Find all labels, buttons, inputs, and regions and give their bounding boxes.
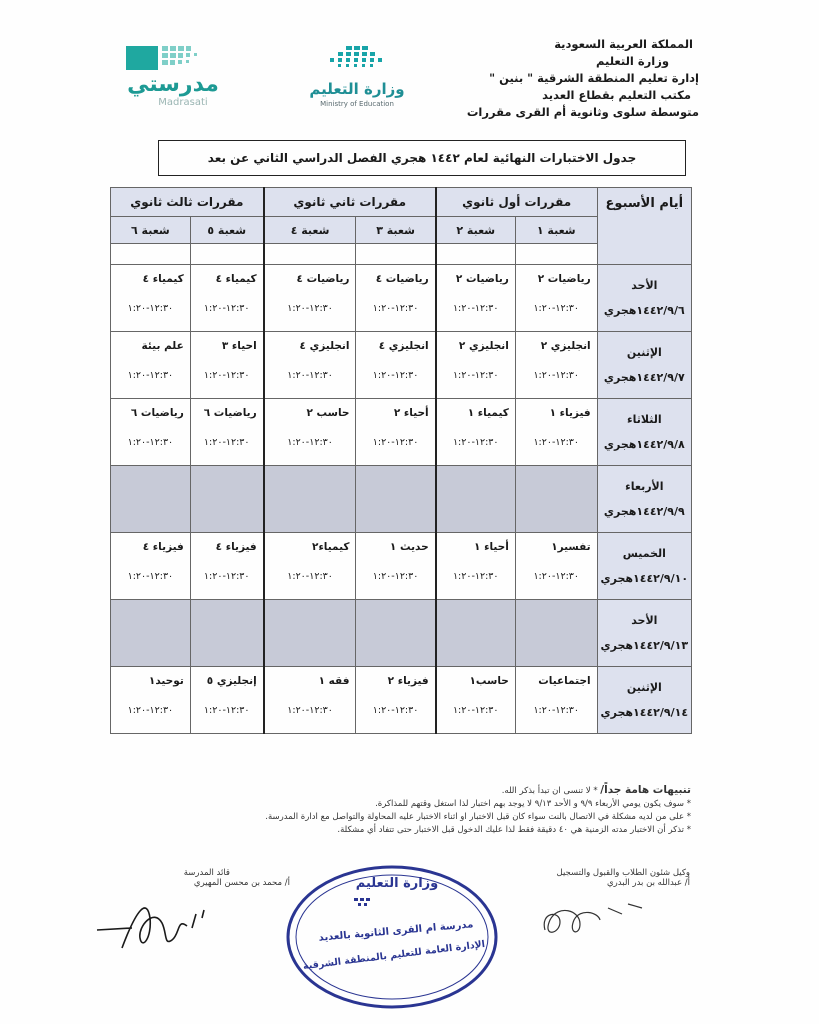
exam-cell (436, 600, 516, 667)
exam-cell (515, 332, 597, 399)
section-header: شعبة ٣ (356, 217, 436, 244)
spacer-cell (356, 244, 436, 265)
day-date: ١٤٤٢/٩/٦هجري (603, 304, 685, 317)
note-item: * تذكر أن الاختبار مدته الزمنية هي ٤٠ دقيقة فقط لذا عليك الدخول قبل الاختبار حتى تتفاد أي مشكلة. (337, 825, 691, 835)
exam-cell (436, 265, 516, 332)
exam-cell (264, 466, 356, 533)
time-label: ١٢:٣٠-١:٢٠ (203, 705, 250, 716)
subject-label: إنجليزي ٥ (206, 675, 257, 687)
exam-cell (515, 265, 597, 332)
subject-label: حاسب١ (469, 675, 509, 687)
day-date: ١٤٤٢/٩/١٤هجري (600, 706, 689, 719)
table-row (111, 533, 692, 600)
exam-cell (111, 399, 191, 466)
day-date: ١٤٤٢/٩/٨هجري (603, 438, 685, 451)
subject-label: اجتماعيات (538, 675, 591, 687)
exam-cell (436, 667, 516, 734)
exam-cell (264, 399, 356, 466)
time-label: ١٢:٣٠-١:٢٠ (203, 571, 250, 582)
day-name: الخميس (622, 547, 666, 560)
exam-cell (515, 667, 597, 734)
time-label: ١٢:٣٠-١:٢٠ (452, 571, 499, 582)
exam-cell (190, 667, 263, 734)
header-line: المملكة العربية السعودية (554, 37, 693, 51)
day-cell (597, 399, 691, 466)
notes-heading: تنبيهات هامة جداً/ (600, 784, 691, 796)
left-signature-block (110, 868, 290, 888)
section-header: شعبة ٤ (264, 217, 356, 244)
left-signature-icon (92, 888, 232, 958)
exam-cell (111, 667, 191, 734)
exam-cell (356, 667, 436, 734)
exam-cell (515, 466, 597, 533)
subject-label: فقه ١ (318, 675, 350, 687)
time-label: ١٢:٣٠-١:٢٠ (533, 370, 580, 381)
page-title (158, 140, 686, 176)
time-label: ١٢:٣٠-١:٢٠ (287, 571, 333, 582)
header-line: متوسطة سلوى وثانوية أم القرى مقررات (466, 105, 699, 119)
header-line: مكتب التعليم بقطاع العديد (542, 88, 691, 102)
time-label: ١٢:٣٠-١:٢٠ (287, 705, 333, 716)
exam-cell (356, 600, 436, 667)
madrasati-logo-arabic: مدرستي (127, 72, 219, 97)
left-signature-title: قائد المدرسة (183, 868, 230, 878)
subject-label: رياضيات ٢ (455, 273, 509, 285)
stamp-top: وزارة التعليم (355, 876, 439, 891)
day-name: الإثنين (626, 681, 662, 694)
time-label: ١٢:٣٠-١:٢٠ (287, 437, 333, 448)
subject-label: انجليزي ٤ (299, 340, 350, 352)
subject-label: كيمياء ١ (467, 407, 509, 419)
exam-cell (190, 265, 263, 332)
section-header: شعبة ٢ (436, 217, 516, 244)
exam-cell (264, 667, 356, 734)
note-item: * سوف يكون يومي الأربعاء ٩/٩ و الأحد ٩/١٣ لا يوجد بهم اختبار لذا استغل وقتهم للمذاكرة. (375, 799, 691, 809)
page-title-text: جدول الاختبارات النهائية لعام ١٤٤٢ هجري الفصل الدراسي الثاني عن بعد (207, 151, 637, 165)
exam-cell (190, 600, 263, 667)
subject-label: انجليزي ٤ (378, 340, 429, 352)
exam-cell (436, 466, 516, 533)
exam-cell (264, 332, 356, 399)
subject-label: علم بيئة (141, 340, 184, 352)
subject-label: توحيد١ (148, 675, 184, 687)
time-label: ١٢:٣٠-١:٢٠ (452, 370, 499, 381)
exam-cell (264, 265, 356, 332)
madrasati-logo (118, 42, 228, 110)
exam-cell (190, 466, 263, 533)
notes-heading-extra: * لا تنسى ان تبدأ بذكر الله. (501, 786, 598, 796)
subject-label: رياضيات ٦ (203, 407, 257, 419)
day-name: الأحد (631, 614, 658, 627)
exam-cell (111, 600, 191, 667)
time-label: ١٢:٣٠-١:٢٠ (533, 303, 580, 314)
spacer-cell (264, 244, 356, 265)
subject-label: فيزياء ٢ (387, 675, 429, 687)
time-label: ١٢:٣٠-١:٢٠ (287, 303, 333, 314)
exam-cell (111, 533, 191, 600)
time-label: ١٢:٣٠-١:٢٠ (452, 705, 499, 716)
subject-label: كيمياء٢ (312, 541, 350, 553)
time-label: ١٢:٣٠-١:٢٠ (452, 437, 499, 448)
right-signature-title: وكيل شئون الطلاب والقبول والتسجيل (556, 868, 690, 878)
table-row (111, 332, 692, 399)
subject-label: حديث ١ (389, 541, 429, 553)
exam-cell (356, 399, 436, 466)
exam-cell (356, 332, 436, 399)
time-label: ١٢:٣٠-١:٢٠ (203, 437, 250, 448)
table-row (111, 667, 692, 734)
subject-label: رياضيات ٤ (296, 273, 350, 285)
time-label: ١٢:٣٠-١:٢٠ (533, 571, 580, 582)
notes-block (131, 784, 691, 837)
time-label: ١٢:٣٠-١:٢٠ (203, 370, 250, 381)
time-label: ١٢:٣٠-١:٢٠ (127, 303, 174, 314)
right-signature-icon (530, 890, 660, 945)
day-name: الثلاثاء (626, 413, 662, 426)
stamp-line2: الإدارة العامة للتعليم بالمنطقة الشرقية (302, 938, 486, 973)
exam-cell (436, 533, 516, 600)
stamp-line1: مدرسة ام القرى الثانوية بالعديد (318, 919, 474, 944)
exam-cell (190, 533, 263, 600)
time-label: ١٢:٣٠-١:٢٠ (127, 437, 174, 448)
time-label: ١٢:٣٠-١:٢٠ (127, 705, 174, 716)
spacer-cell (190, 244, 263, 265)
subject-label: فيزياء ١ (549, 407, 591, 419)
exam-cell (356, 466, 436, 533)
section-header: شعبة ١ (515, 217, 597, 244)
subject-label: انجليزي ٢ (540, 340, 591, 352)
exam-schedule-table (110, 187, 692, 734)
time-label: ١٢:٣٠-١:٢٠ (127, 370, 174, 381)
madrasati-logo-english: Madrasati (158, 97, 208, 108)
exam-cell (190, 399, 263, 466)
left-signature-name: أ/ محمد بن محسن المهيري (193, 878, 290, 888)
day-date: ١٤٤٢/٩/١٣هجري (600, 639, 689, 652)
exam-cell (111, 265, 191, 332)
moe-logo-arabic: وزارة التعليم (309, 80, 405, 98)
spacer-cell (436, 244, 516, 265)
exam-cell (515, 600, 597, 667)
day-cell (597, 600, 691, 667)
exam-cell (190, 332, 263, 399)
exam-cell (264, 600, 356, 667)
header-line: وزارة التعليم (596, 54, 669, 68)
day-cell (597, 265, 691, 332)
time-label: ١٢:٣٠-١:٢٠ (372, 303, 419, 314)
subject-label: كيمياء ٤ (215, 273, 257, 285)
table-header-row (111, 188, 692, 217)
group-header: مقررات ثاني ثانوي (264, 188, 436, 217)
exam-cell (111, 332, 191, 399)
section-header: شعبة ٥ (190, 217, 263, 244)
time-label: ١٢:٣٠-١:٢٠ (203, 303, 250, 314)
time-label: ١٢:٣٠-١:٢٠ (533, 705, 580, 716)
days-header: أيام الأسبوع (597, 188, 691, 265)
day-cell (597, 533, 691, 600)
subject-label: تفسير١ (551, 541, 591, 553)
moe-dots-icon (282, 42, 432, 82)
exam-cell (356, 265, 436, 332)
subject-label: انجليزي ٢ (458, 340, 509, 352)
moe-logo-english: Ministry of Education (320, 100, 394, 108)
subject-label: فيزياء ٤ (215, 541, 257, 553)
spacer-cell (515, 244, 597, 265)
group-header: مقررات أول ثانوي (436, 188, 597, 217)
time-label: ١٢:٣٠-١:٢٠ (372, 705, 419, 716)
table-row (111, 399, 692, 466)
day-date: ١٤٤٢/٩/١٠هجري (600, 572, 689, 585)
time-label: ١٢:٣٠-١:٢٠ (372, 370, 419, 381)
subject-label: فيزياء ٤ (142, 541, 184, 553)
exam-cell (356, 533, 436, 600)
time-label: ١٢:٣٠-١:٢٠ (127, 571, 174, 582)
time-label: ١٢:٣٠-١:٢٠ (533, 437, 580, 448)
school-stamp (282, 862, 502, 1012)
day-name: الأربعاء (625, 480, 664, 493)
table-row (111, 600, 692, 667)
exam-cell (436, 399, 516, 466)
day-name: الإثنين (626, 346, 662, 359)
time-label: ١٢:٣٠-١:٢٠ (372, 571, 419, 582)
day-name: الأحد (631, 279, 658, 292)
subject-label: رياضيات ٤ (375, 273, 429, 285)
subject-label: حاسب ٢ (306, 407, 350, 419)
subject-label: رياضيات ٢ (537, 273, 591, 285)
table-row (111, 466, 692, 533)
exam-cell (111, 466, 191, 533)
day-cell (597, 466, 691, 533)
spacer-cell (111, 244, 191, 265)
group-header: مقررات ثالث ثانوي (111, 188, 264, 217)
subject-label: احياء ٣ (221, 340, 257, 352)
note-item: * على من لديه مشكلة في الاتصال بالنت سواء كان قبل الاختبار او اثناء الاختبار عليه المحاولة والتواصل مع ادارة المدرسة. (265, 812, 691, 822)
exam-cell (515, 399, 597, 466)
madrasati-dots-icon (118, 42, 228, 76)
time-label: ١٢:٣٠-١:٢٠ (372, 437, 419, 448)
day-date: ١٤٤٢/٩/٩هجري (603, 505, 685, 518)
subject-label: أحياء ١ (474, 541, 509, 553)
day-date: ١٤٤٢/٩/٧هجري (603, 371, 685, 384)
subject-label: كيمياء ٤ (142, 273, 184, 285)
moe-logo (282, 42, 432, 112)
right-signature-name: أ/ عبدالله بن بدر البدري (607, 878, 690, 888)
right-signature-block (510, 868, 690, 888)
section-header: شعبة ٦ (111, 217, 191, 244)
time-label: ١٢:٣٠-١:٢٠ (452, 303, 499, 314)
subject-label: أحياء ٢ (393, 407, 429, 419)
header-line: إدارة تعليم المنطقة الشرقية " بنين " (489, 71, 699, 85)
exam-cell (264, 533, 356, 600)
exam-cell (436, 332, 516, 399)
subject-label: رياضيات ٦ (130, 407, 184, 419)
exam-cell (515, 533, 597, 600)
day-cell (597, 332, 691, 399)
day-cell (597, 667, 691, 734)
time-label: ١٢:٣٠-١:٢٠ (287, 370, 333, 381)
header-block (399, 36, 699, 121)
table-row (111, 265, 692, 332)
